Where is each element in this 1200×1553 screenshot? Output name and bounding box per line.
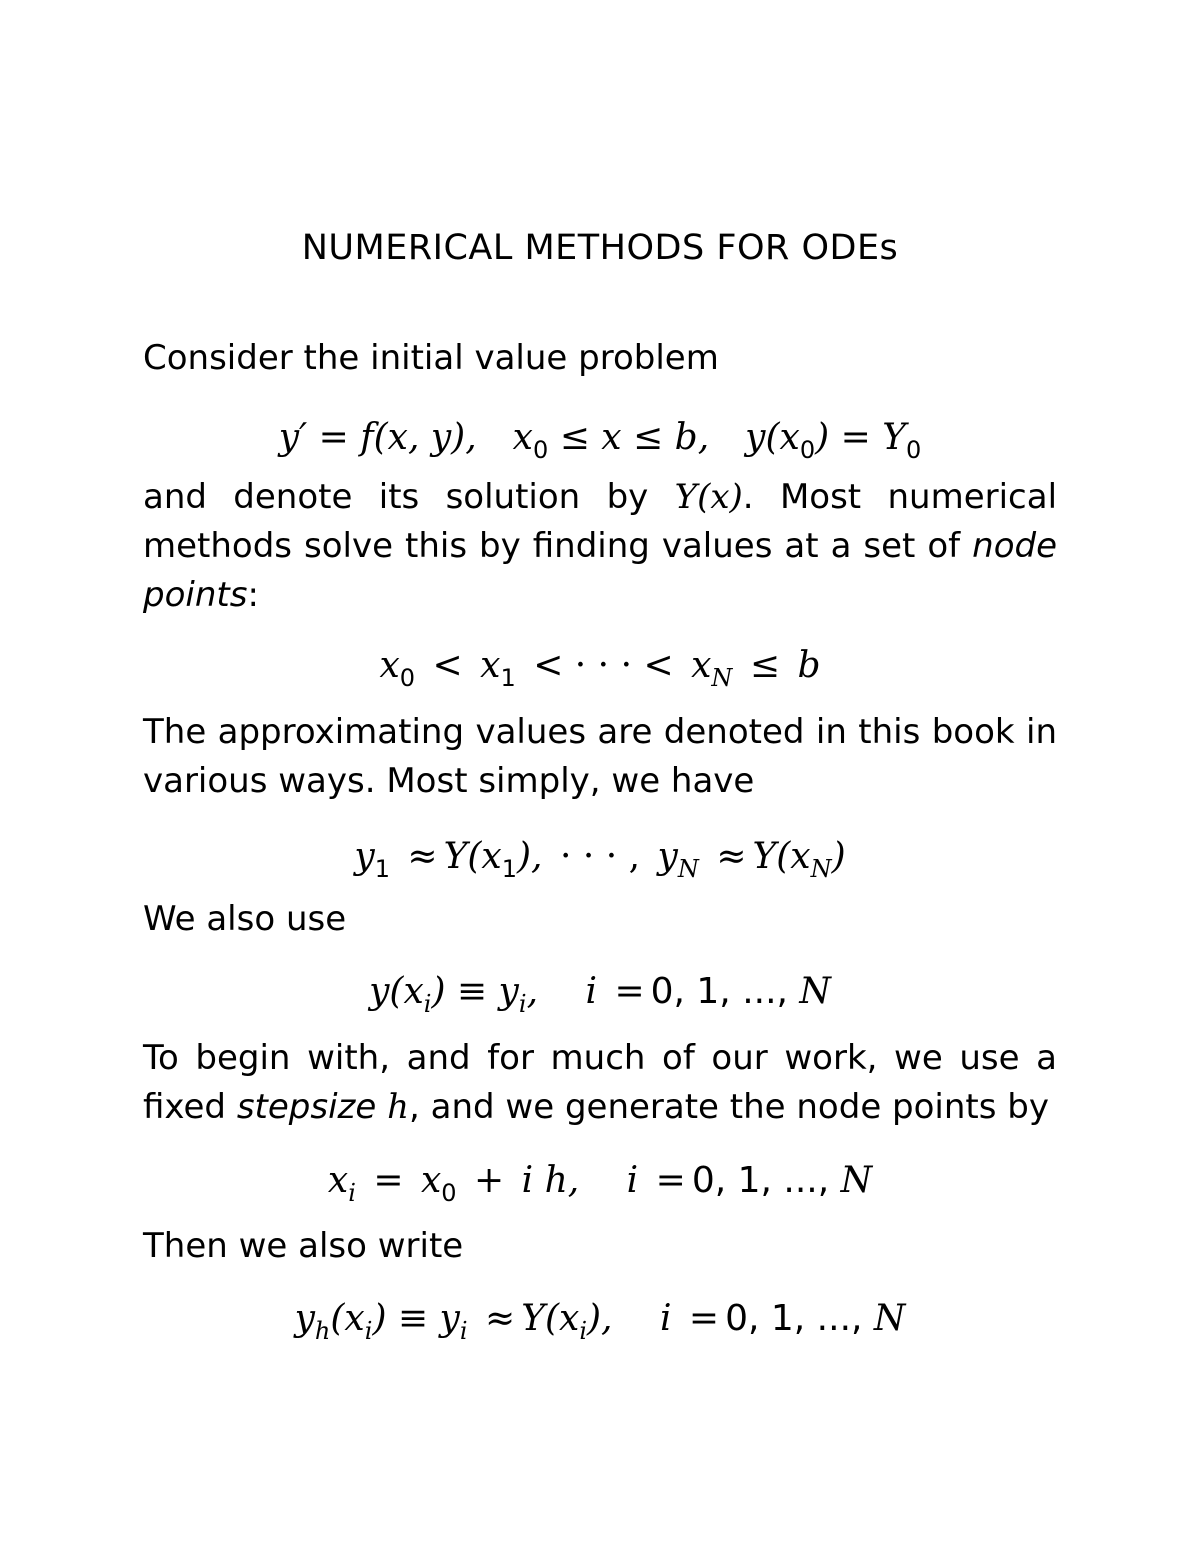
emphasis-stepsize: stepsize bbox=[236, 1087, 377, 1127]
equation-node-ordering: $x_0 < x_1$ < · · · < $x_N \le b$ bbox=[379, 645, 821, 692]
equation-node-points: $x_i = x_0 + i$ h, i = 0, 1, ..., N bbox=[327, 1160, 873, 1207]
inline-math-Yx: Y(x) bbox=[674, 477, 743, 517]
eq-initial-condition: ) = Y bbox=[815, 417, 906, 458]
equation-notation: $y(x_i) \equiv y_i$, i = 0, 1, ..., N bbox=[369, 971, 831, 1018]
equation-approximations: $y_1 \approx Y(x_1)$, · · · , $y_N \approx Y(x_N)$ bbox=[354, 836, 846, 883]
page-title: NUMERICAL METHODS FOR ODEs bbox=[301, 228, 899, 268]
paragraph-stepsize: To begin with, and for much of our work, we use a fixed stepsize h, and we generate the node points by bbox=[143, 1038, 1057, 1127]
paragraph-approximating: The approximating values are denoted in this book in various ways. Most simply, we have bbox=[143, 712, 1057, 801]
paragraph-solution: and denote its solution by Y(x). Most numerical methods solve this by finding values at a set of node points: bbox=[143, 477, 1058, 615]
eq-interval: ≤ x ≤ b, bbox=[559, 417, 710, 458]
paragraph-intro: Consider the initial value problem bbox=[143, 338, 719, 378]
paragraph-then-write: Then we also write bbox=[143, 1226, 464, 1266]
equation-ivp: y′ = f(x, y), $x_0 \le x \le b$, $y(x_0) = Y_0$ bbox=[278, 417, 922, 464]
inline-math-h: h bbox=[387, 1087, 410, 1127]
eq-ode: y′ = f(x, y), bbox=[278, 417, 477, 458]
emphasis-node-points: node points bbox=[143, 526, 1057, 615]
paragraph-also-use: We also use bbox=[143, 899, 347, 939]
equation-yh: $y_h(x_i) \equiv y_i \approx Y(x_i)$, i = 0, 1, ..., N bbox=[294, 1298, 906, 1345]
